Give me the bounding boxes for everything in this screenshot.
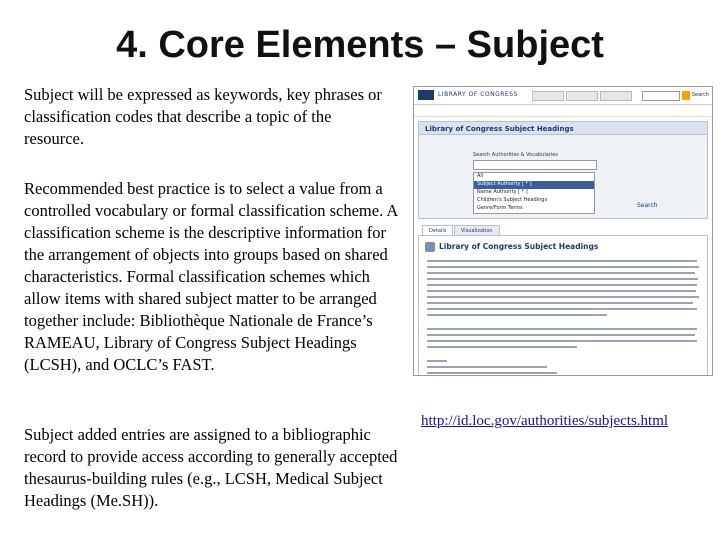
tab-details: Details xyxy=(422,225,453,235)
detail-tabs xyxy=(418,225,708,236)
loc-logo-icon xyxy=(418,90,434,100)
panel-title: Library of Congress Subject Headings xyxy=(419,122,707,135)
header-nav-pill xyxy=(566,91,598,101)
text-line xyxy=(427,308,697,310)
lcsh-website-screenshot xyxy=(413,86,713,376)
text-line xyxy=(427,302,693,304)
text-line xyxy=(427,346,577,348)
text-line xyxy=(427,284,697,286)
search-button: Search xyxy=(637,202,658,209)
text-line xyxy=(427,290,696,292)
text-line xyxy=(427,314,607,316)
header-nav-pill xyxy=(600,91,632,101)
vocab-option: All xyxy=(477,173,484,179)
header-search-link: Search xyxy=(691,92,709,98)
search-input xyxy=(473,160,597,170)
search-panel xyxy=(418,121,708,219)
text-line xyxy=(427,278,698,280)
site-header xyxy=(414,87,712,105)
header-search-input xyxy=(642,91,680,101)
text-line xyxy=(427,360,447,362)
text-line xyxy=(427,366,547,368)
paragraph-subject-definition: Subject will be expressed as keywords, key phrases or classification codes that describe a topic of the resource. xyxy=(24,85,382,148)
search-label: Search Authorities & Vocabularies xyxy=(473,152,558,158)
text-line xyxy=(427,272,695,274)
scheme-icon xyxy=(425,242,435,252)
vocab-option: Children's Subject Headings xyxy=(477,197,548,203)
lcsh-url-link[interactable]: http://id.loc.gov/authorities/subjects.html xyxy=(421,413,669,429)
paragraph-best-practice: Recommended best practice is to select a value from a controlled vocabulary or formal classification scheme. A classification scheme is the descriptive information for the arrangement of objects into groups based on shared characteristics. Formal classification schemes which allow items with shared subject matter to be arranged together include: Bibliothèque Nationale de France’s RAMEAU, Library of Congress Subject Headings (LCSH), and OCLC’s FAST. xyxy=(24,179,398,374)
slide-title: 4. Core Elements – Subject xyxy=(116,24,604,66)
vocab-option: Name Authority [ * ] xyxy=(477,189,528,195)
detail-panel xyxy=(418,236,708,376)
vocab-option: Genre/Form Terms xyxy=(477,205,523,211)
header-go-icon xyxy=(682,91,690,100)
text-line xyxy=(427,296,699,298)
text-line xyxy=(427,372,557,374)
text-line xyxy=(427,266,699,268)
text-line xyxy=(427,334,695,336)
text-line xyxy=(427,260,697,262)
breadcrumb xyxy=(414,105,712,117)
tab-visualization: Visualization xyxy=(454,225,500,235)
text-line xyxy=(427,340,697,342)
detail-title: Library of Congress Subject Headings xyxy=(439,242,599,251)
text-line xyxy=(427,328,697,330)
vocabulary-select xyxy=(473,172,595,214)
paragraph-added-entries: Subject added entries are assigned to a bibliographic record to provide access according to generally accepted thesaurus-building rules (e.g., LCSH, Medical Subject Headings (Me.SH)). xyxy=(24,425,398,510)
site-name: LIBRARY OF CONGRESS xyxy=(438,91,518,98)
vocab-option-selected: Subject Authority [ * ] xyxy=(474,181,594,189)
header-nav-pill xyxy=(532,91,564,101)
